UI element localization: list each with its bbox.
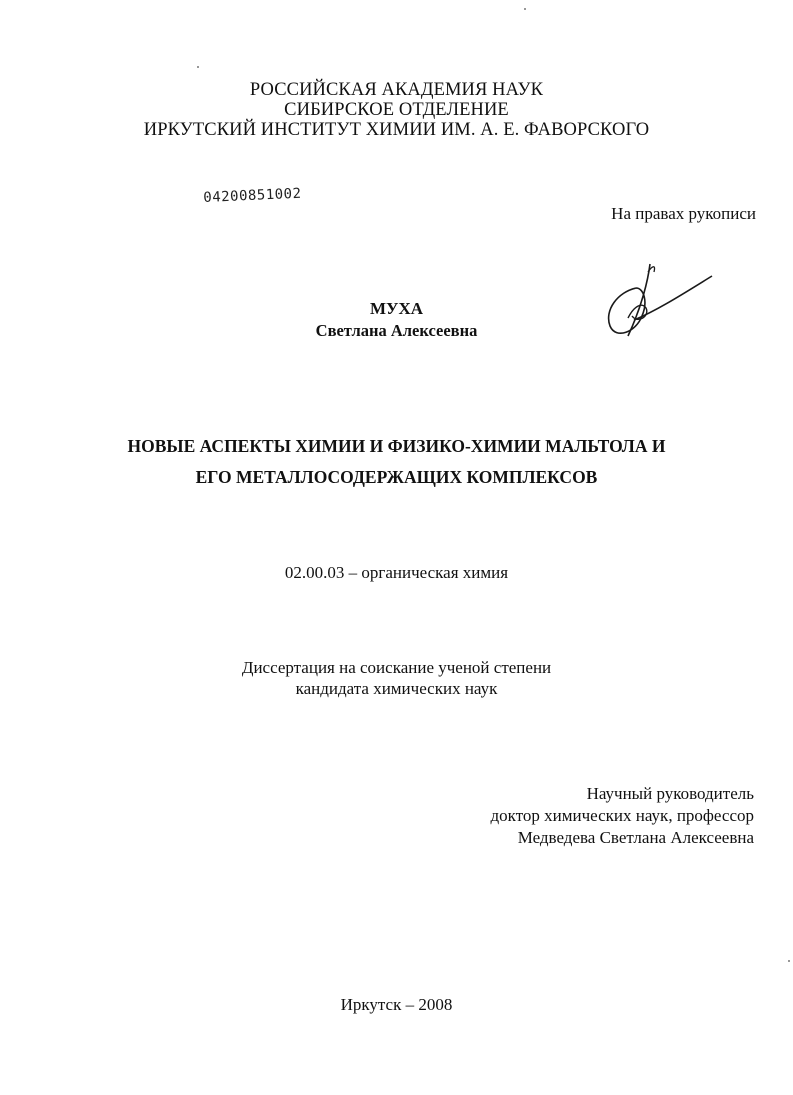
signature-icon <box>598 258 718 344</box>
author-surname: МУХА <box>369 299 424 318</box>
scan-speck <box>524 8 526 10</box>
degree-line-2: кандидата химических наук <box>295 679 498 698</box>
org-line-branch: СИБИРСКОЕ ОТДЕЛЕНИЕ <box>284 100 509 120</box>
stamp-number: 04200851002 <box>203 185 302 206</box>
degree-line-1: Диссертация на соискание ученой степени <box>241 658 552 677</box>
advisor-role: Научный руководитель <box>586 784 754 803</box>
org-line-institute: ИРКУТСКИЙ ИНСТИТУТ ХИМИИ ИМ. А. Е. ФАВОРСКОГО <box>143 120 650 140</box>
city-year: Иркутск – 2008 <box>340 995 453 1014</box>
author-given-names: Светлана Алексеевна <box>315 321 478 340</box>
thesis-specialty: 02.00.03 – органическая химия <box>284 563 509 582</box>
thesis-title-line-2: ЕГО МЕТАЛЛОСОДЕРЖАЩИХ КОМПЛЕКСОВ <box>195 467 598 487</box>
org-line-academy: РОССИЙСКАЯ АКАДЕМИЯ НАУК <box>249 80 544 100</box>
thesis-title-line-1: НОВЫЕ АСПЕКТЫ ХИМИИ И ФИЗИКО-ХИМИИ МАЛЬТОЛА И <box>127 436 666 456</box>
advisor-credentials: доктор химических наук, профессор <box>490 806 754 825</box>
advisor-name: Медведева Светлана Алексеевна <box>517 828 754 847</box>
rights-note: На правах рукописи <box>611 204 756 223</box>
scan-speck <box>788 960 790 962</box>
scan-speck <box>197 66 199 68</box>
